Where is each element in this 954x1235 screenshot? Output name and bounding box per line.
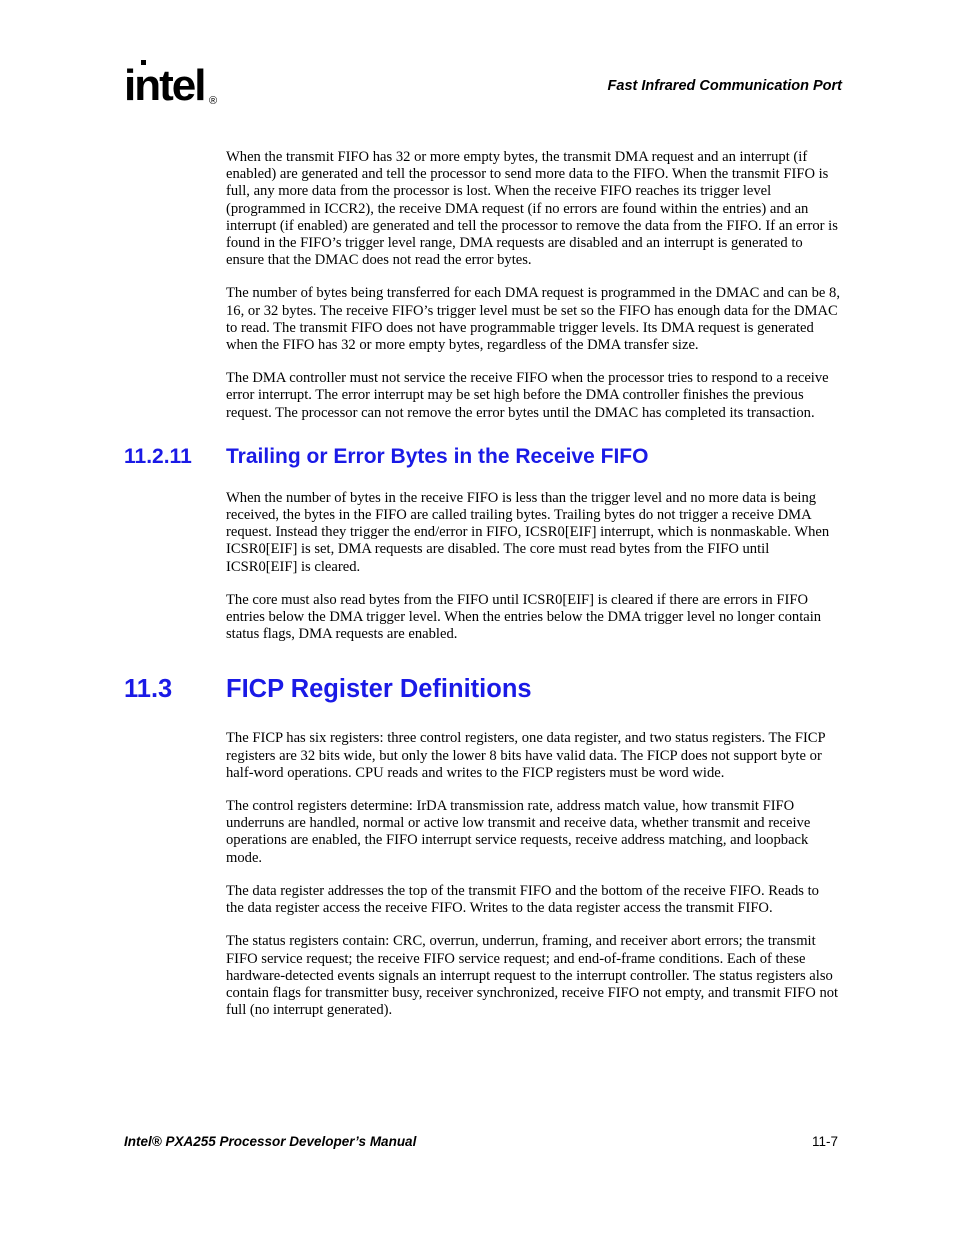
page-body <box>124 149 840 1035</box>
logo-registered-mark: ® <box>209 95 218 107</box>
paragraph: The data register addresses the top of the transmit FIFO and the bottom of the receive FIFO. Reads to the data register access the receive FIFO. Writes to the data register access the transmit FIFO. <box>226 882 819 917</box>
logo-wordmark: intel <box>124 61 205 110</box>
footer-document-title: Intel® PXA255 Processor Developer’s Manual <box>124 1134 417 1149</box>
intel-logo <box>124 60 224 118</box>
section-title: Trailing or Error Bytes in the Receive FIFO <box>226 444 649 468</box>
paragraph: The core must also read bytes from the FIFO until ICSR0[EIF] is cleared if there are errors in FIFO entries below the DMA trigger level. When the entries below the DMA trigger level no longer contain status flags, DMA requests are enabled. <box>226 591 822 643</box>
section-heading-11-3 <box>124 674 840 704</box>
section-number: 11.3 <box>124 675 173 704</box>
paragraph: When the number of bytes in the receive FIFO is less than the trigger level and no more data is being received, the bytes in the FIFO are called trailing bytes. Trailing bytes do not trigger a receive DMA request. Instead they trigger the end/error in FIFO, ICSR0[EIF] interrupt, which is nonmaskable. When ICSR0[EIF] is set, DMA requests are disabled. The core must read bytes from the FIFO until ICSR0[EIF] is cleared. <box>226 489 830 575</box>
paragraph: The number of bytes being transferred for each DMA request is programmed in the DMAC and can be 8, 16, or 32 bytes. The receive FIFO’s trigger level must be set so the FIFO has enough data for the DMAC to read. The transmit FIFO does not have programmable trigger levels. Its DMA request is generated when the FIFO has 32 or more empty bytes, regardless of the DMA transfer size. <box>226 285 840 354</box>
intel-logo-icon <box>124 60 224 118</box>
footer-page-number: 11-7 <box>811 1134 838 1149</box>
paragraph: The DMA controller must not service the receive FIFO when the processor tries to respond to a receive error interrupt. The error interrupt may be set high before the DMA controller finishes the previous request. The processor can not remove the error bytes until the DMAC has completed its transaction. <box>226 370 829 421</box>
paragraph: The control registers determine: IrDA transmission rate, address match value, how transmit FIFO underruns are handled, normal or active low transmit and receive data, whether transmit and receive operations are enabled, the FIFO interrupt service requests, receive address matching, and loopback mode. <box>226 798 811 866</box>
running-header-title: Fast Infrared Communication Port <box>607 78 842 94</box>
paragraph: When the transmit FIFO has 32 or more empty bytes, the transmit DMA request and an interrupt (if enabled) are generated and tell the processor to send more data to the FIFO. When the transmit FIFO is full, any more data from the processor is lost. When the receive FIFO reaches its trigger level (programmed in ICCR2), the receive DMA request (if no errors are found within the entries) and an interrupt (if enabled) are generated and tell the processor to remove the data from the FIFO. If an error is found in the FIFO’s trigger level range, DMA requests are disabled and an interrupt is generated to ensure that the DMAC does not read the error bytes. <box>226 149 838 269</box>
section-title: FICP Register Definitions <box>226 675 532 704</box>
section-number: 11.2.11 <box>124 444 192 468</box>
section-heading-11-2-11 <box>124 444 840 470</box>
paragraph: The FICP has six registers: three control registers, one data register, and two status registers. The FICP registers are 32 bits wide, but only the lower 8 bits have valid data. The FICP does not support byte or half-word operations. CPU reads and writes to the FICP registers must be word wide. <box>226 730 826 781</box>
paragraph: The status registers contain: CRC, overrun, underrun, framing, and receiver abort errors; the transmit FIFO service request; the receive FIFO service request; and end-of-frame conditions. Each of these hardware-detected events signals an interrupt request to the interrupt controller. The status registers also contain flags for transmitter busy, receiver synchronized, receive FIFO not empty, and transmit FIFO not full (no interrupt generated). <box>226 933 839 1019</box>
